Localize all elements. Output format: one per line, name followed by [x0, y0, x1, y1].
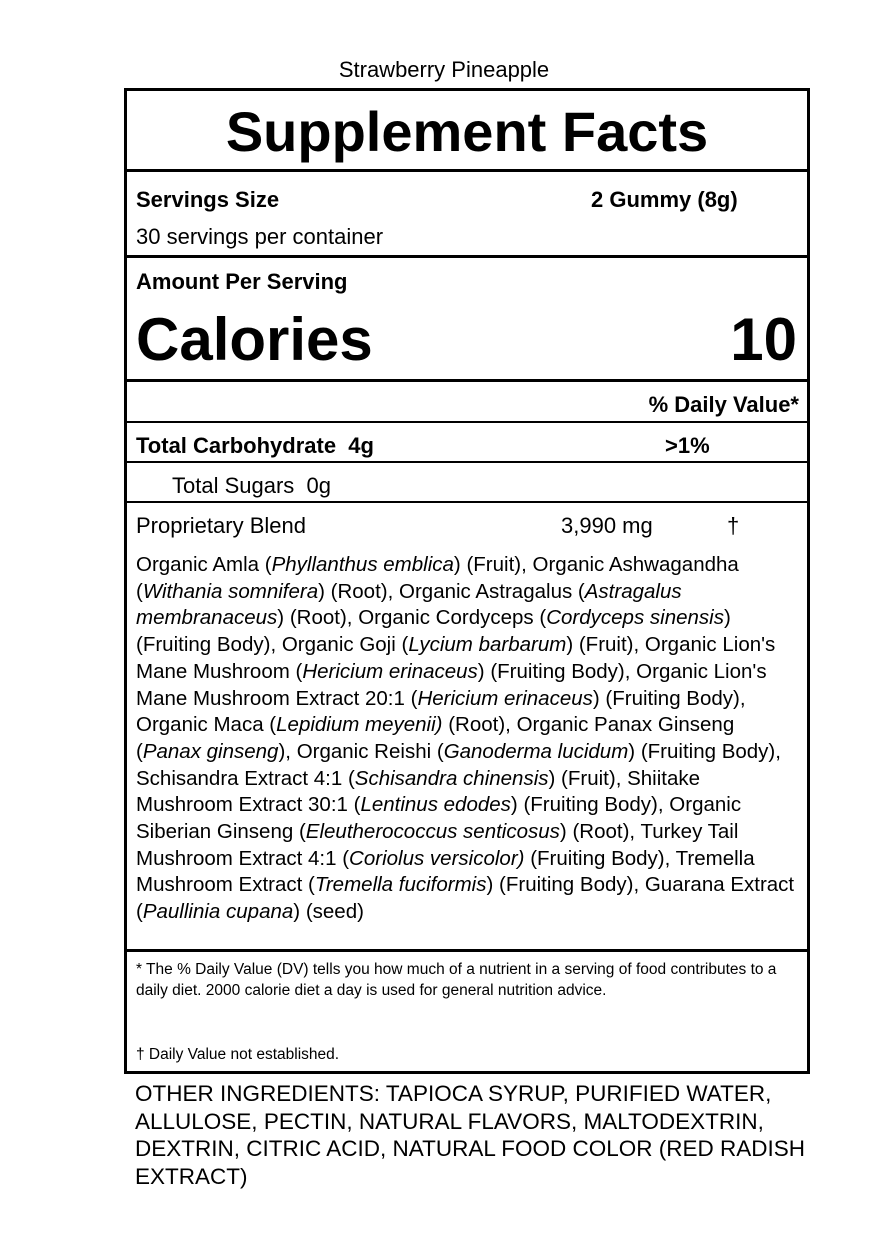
nutrient-amount: 4g: [348, 433, 374, 458]
nutrient-name: [136, 433, 374, 459]
flavor-name: Strawberry Pineapple: [338, 57, 550, 82]
blend-ingredient: Organic Cordyceps (Cordyceps sinensis) (Fruiting Body),: [136, 606, 731, 657]
blend-ingredient: Organic Siberian Ginseng (Eleutherococcus senticosus) (Root),: [136, 793, 742, 844]
blend-ingredient: Organic Goji (Lycium barbarum) (Fruit),: [281, 633, 645, 657]
blend-ingredient: Organic Reishi (Ganoderma lucidum) (Fruiting Body),: [296, 739, 781, 763]
blend-ingredient: Guarana Extract (Paullinia cupana) (seed): [136, 873, 795, 924]
ingredient-part: (Fruiting Body): [499, 873, 634, 897]
ingredient-name: Organic Amla: [136, 553, 260, 576]
ingredient-part: (Fruiting Body): [605, 686, 740, 710]
ingredient-latin-name: Paullinia cupana: [142, 900, 294, 924]
ingredient-latin-name: Hericium erinaceus: [302, 659, 478, 683]
ingredient-part: (Fruiting Body): [530, 846, 665, 870]
blend-ingredient: Organic Astragalus (Astragalus membranaceus) (Root),: [136, 579, 682, 630]
blend-ingredient: Organic Lion's Mane Mushroom Extract 20:1 (Hericium erinaceus) (Fruiting Body),: [136, 659, 767, 710]
ingredient-part: (Fruit): [578, 633, 634, 657]
blend-ingredient: Turkey Tail Mushroom Extract 4:1 (Coriolus versicolor) (Fruiting Body),: [136, 820, 739, 870]
divider: [127, 501, 807, 503]
ingredient-name: Organic Maca: [136, 713, 264, 737]
blend-ingredient: Shiitake Mushroom Extract 30:1 (Lentinus edodes) (Fruiting Body),: [136, 766, 701, 817]
ingredient-name: Organic Ashwagandha: [532, 553, 739, 576]
ingredient-latin-name: Ganoderma lucidum: [443, 739, 629, 763]
daily-value-footnote: * The % Daily Value (DV) tells you how much of a nutrient in a serving of food contributes to a daily diet. 2000 calorie diet a day is used for general nutrition advice.: [136, 961, 777, 999]
ingredient-part: (Fruiting Body): [136, 633, 271, 657]
sub-nutrient-amount: 0g: [306, 473, 332, 498]
serving-size-label: Servings Size: [136, 187, 280, 212]
ingredient-latin-name: Coriolus versicolor): [349, 846, 525, 870]
ingredient-latin-name: Lepidium meyenii): [276, 713, 443, 737]
ingredient-part: (Fruit): [466, 553, 522, 576]
ingredient-latin-name: Eleutherococcus senticosus: [305, 820, 560, 844]
ingredient-latin-name: Schisandra chinensis: [354, 766, 549, 790]
ingredient-part: (Root): [330, 579, 388, 603]
blend-amount: 3,990 mg: [561, 513, 653, 538]
ingredient-name: Organic Goji: [281, 633, 396, 657]
sub-nutrient: [172, 473, 331, 499]
ingredient-latin-name: Lentinus edodes: [360, 793, 511, 817]
ingredient-latin-name: Phyllanthus emblica: [271, 553, 454, 576]
ingredient-latin-name: Astragalus membranaceus: [136, 579, 682, 630]
ingredient-name: Shiitake Mushroom Extract 30:1: [136, 766, 701, 817]
nutrient-dv: >1%: [665, 433, 710, 458]
ingredient-part: (Fruit): [561, 766, 616, 790]
nutrient-name-text: Total Carbohydrate: [136, 433, 337, 458]
divider: [127, 461, 807, 463]
ingredient-latin-name: Cordyceps sinensis: [546, 606, 724, 630]
ingredient-name: Tremella Mushroom Extract: [136, 846, 755, 897]
ingredient-name: Organic Lion's Mane Mushroom: [136, 633, 776, 683]
ingredient-name: Guarana Extract: [644, 873, 795, 897]
ingredient-name: Organic Lion's Mane Mushroom Extract 20:1: [136, 659, 767, 710]
ingredient-part: (Fruiting Body): [523, 793, 658, 817]
ingredient-name: Schisandra Extract 4:1: [136, 766, 343, 790]
blend-name: Proprietary Blend: [136, 513, 306, 538]
divider: [127, 421, 807, 423]
blend-ingredients: [136, 552, 800, 926]
amount-per-serving: Amount Per Serving: [136, 269, 348, 294]
blend-ingredient: Tremella Mushroom Extract (Tremella fuciformis) (Fruiting Body),: [136, 846, 755, 897]
blend-ingredient: Organic Panax Ginseng (Panax ginseng),: [136, 713, 735, 763]
dagger-symbol: †: [727, 513, 740, 538]
dagger-footnote: † Daily Value not established.: [136, 1046, 340, 1063]
daily-value-header: % Daily Value*: [648, 392, 799, 417]
ingredient-latin-name: Withania somnifera: [142, 579, 319, 603]
ingredient-name: Organic Astragalus: [399, 579, 573, 603]
ingredient-part: (Root): [572, 820, 630, 844]
blend-ingredient: Organic Maca (Lepidium meyenii) (Root),: [136, 713, 517, 737]
divider: [127, 255, 807, 258]
supplement-facts-panel: [124, 88, 810, 1074]
blend-ingredient: Schisandra Extract 4:1 (Schisandra chinensis) (Fruit),: [136, 766, 628, 790]
ingredient-name: Organic Cordyceps: [358, 606, 534, 630]
ingredient-part: (Root): [448, 713, 506, 737]
sub-nutrient-name: Total Sugars: [172, 473, 295, 498]
divider: [127, 379, 807, 382]
ingredient-latin-name: Hericium erinaceus: [417, 686, 593, 710]
divider: [127, 169, 807, 172]
ingredient-part: (Fruiting Body): [490, 659, 625, 683]
blend-ingredient: Organic Ashwagandha (Withania somnifera) (Root),: [136, 553, 739, 603]
divider: [127, 949, 807, 952]
ingredient-part: (Root): [289, 606, 347, 630]
calories-label: Calories: [136, 306, 373, 373]
calories-value: 10: [730, 306, 797, 373]
blend-ingredient: Organic Lion's Mane Mushroom (Hericium erinaceus) (Fruiting Body),: [136, 633, 776, 683]
ingredient-name: Organic Reishi: [296, 739, 432, 763]
blend-ingredient: Organic Amla (Phyllanthus emblica) (Fruit),: [136, 553, 533, 576]
panel-title: Supplement Facts: [225, 100, 709, 163]
ingredient-name: Organic Siberian Ginseng: [136, 793, 742, 844]
ingredient-part: (seed): [305, 900, 364, 924]
ingredient-latin-name: Tremella fuciformis: [314, 873, 487, 897]
ingredient-part: (Fruiting Body): [640, 739, 776, 763]
ingredient-name: Turkey Tail Mushroom Extract 4:1: [136, 820, 739, 870]
serving-size-value: 2 Gummy (8g): [591, 187, 738, 212]
ingredient-name: Organic Panax Ginseng: [516, 713, 735, 737]
servings-per-container: 30 servings per container: [136, 224, 384, 249]
other-ingredients: OTHER INGREDIENTS: TAPIOCA SYRUP, PURIFIED WATER, ALLULOSE, PECTIN, NATURAL FLAVORS, MALTODEXTRIN, DEXTRIN, CITRIC ACID, NATURAL FOOD COLOR (RED RADISH EXTRACT): [135, 1081, 806, 1189]
ingredient-latin-name: Panax ginseng: [142, 739, 279, 763]
ingredient-latin-name: Lycium barbarum: [408, 633, 567, 657]
